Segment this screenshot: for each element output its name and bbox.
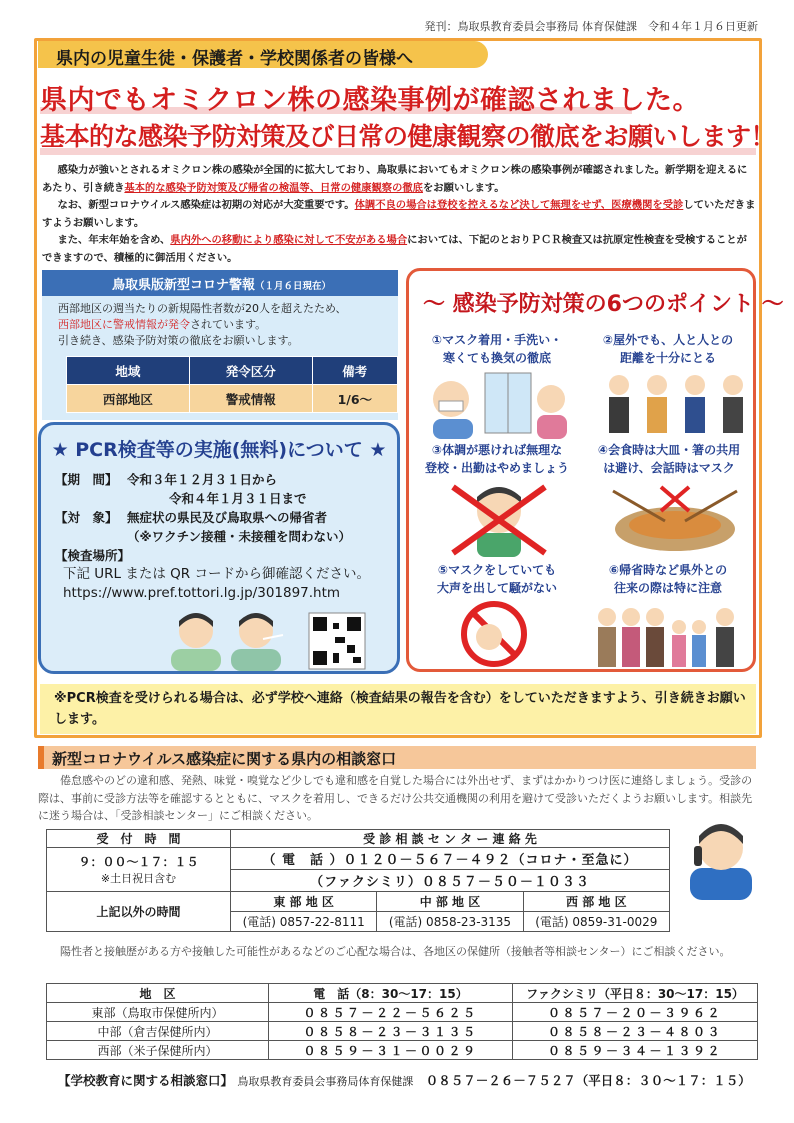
pcr-title: ★ PCR検査等の実施(無料)について ★ xyxy=(51,439,387,461)
alert-body: 西部地区の週当たりの新規陽性者数が20人を超えたため、 西部地区に警戒情報が発令されています。 引き続き、感染予防対策の徹底をお願いします。 xyxy=(58,302,347,347)
phone-operator-illustration xyxy=(684,818,758,900)
intro-paragraph-3: また、年末年始を含め、県内外への移動により感染に対して不安がある場合においては、下記のとおりＰＣＲ検査又は抗原定性検査を受検することができますので、積極的に御活用ください。 xyxy=(42,234,747,264)
intro-paragraph-2: なお、新型コロナウイルス感染症は初期の対応が大変重要です。体調不良の場合は登校を控えるなど決して無理をせず、医療機関を受診していただきますようお願いします。 xyxy=(42,199,756,229)
alert-emphasis: 西部地区に警戒情報が発令 xyxy=(58,318,190,331)
region-west-phone: (電話) 0859-31-0029 xyxy=(523,912,669,932)
region-east: 東 部 地 区 xyxy=(231,892,377,912)
intro-emphasis-3: 県内外への移動により感染に対して不安がある場合 xyxy=(170,234,408,247)
intro-text xyxy=(42,162,756,268)
center-fax: （ファクシミリ）０８５７－５０－１０３３ xyxy=(231,870,670,892)
pcr-body: 【期 間】 令和３年１２月３１日から 令和４年１月３１日まで 【対 象】 無症状の県民及び鳥取県への帰省者 （※ワクチン接種・未接種を問わない） 【検査場所】 下記 URL または QR コードから御確認ください。 https://www.pref.tottori.lg.jp/301897.htm xyxy=(41,462,397,603)
region-central-phone: (電話) 0858-23-3135 xyxy=(377,912,523,932)
pcr-period-to: 令和４年１月３１日まで xyxy=(169,491,307,506)
reception-hours: ９：００〜１７：１５ ※土日祝日含む xyxy=(47,848,231,892)
school-consult-footer xyxy=(58,1071,758,1089)
no-loud-voice-illustration xyxy=(449,601,539,667)
footer-label: 【学校教育に関する相談窓口】 xyxy=(58,1073,234,1088)
pcr-place-desc: 下記 URL または QR コードから御確認ください。 xyxy=(63,566,370,582)
point-6: ⑥帰省時など県外との 往来の際は特に注意 xyxy=(608,563,728,595)
region-west: 西 部 地 区 xyxy=(523,892,669,912)
alert-cell-level: 警戒情報 xyxy=(189,385,312,413)
point-3: ③体調が悪ければ無理な 登校・出勤はやめましょう xyxy=(424,443,569,475)
alert-header-note: 備考 xyxy=(312,357,397,385)
consultation-center-table xyxy=(46,829,670,932)
alert-header-region: 地域 xyxy=(67,357,190,385)
footer-phone: ０８５７－２６－７５２７（平日８：３０〜１７：１５） xyxy=(425,1073,751,1088)
distance-illustration xyxy=(599,369,749,439)
alert-cell-region: 西部地区 xyxy=(67,385,190,413)
table-row: 東部（鳥取市保健所内） ０８５７－２２－５６２５ ０８５７－２０－３９６２ xyxy=(47,1003,758,1022)
pcr-target: 無症状の県民及び鳥取県への帰省者 xyxy=(127,510,328,525)
center-header: 受 診 相 談 セ ン タ ー 連 絡 先 xyxy=(231,830,670,848)
shared-plate-illustration xyxy=(605,481,745,557)
hc-header-region: 地 区 xyxy=(47,984,269,1003)
health-center-table xyxy=(46,983,758,1060)
intro-emphasis-1: 基本的な感染予防対策及び帰省の検温等、日常の健康観察の徹底 xyxy=(124,181,423,194)
footer-org: 鳥取県教育委員会事務局体育保健課 xyxy=(237,1075,414,1088)
pcr-illustration xyxy=(171,609,371,671)
points-title: ～ 感染予防対策の6つのポイント ～ xyxy=(423,292,784,317)
point-4: ④会食時は大皿・箸の共用 は避け、会話時はマスク xyxy=(597,443,741,475)
pcr-url-link[interactable]: https://www.pref.tottori.lg.jp/301897.htm xyxy=(63,585,341,601)
unwell-student-illustration xyxy=(439,481,559,557)
swab-person-icon xyxy=(231,613,283,671)
publisher-line: 発刊：鳥取県教育委員会事務局 体育保健課 令和４年１月６日更新 xyxy=(424,20,758,33)
mask-ventilation-illustration xyxy=(423,369,573,439)
point-1: ①マスク着用・手洗い・ 寒くても換気の徹底 xyxy=(431,333,563,365)
point-5: ⑤マスクをしていても 大声を出して騒がない xyxy=(436,563,557,595)
pcr-period-from: 令和３年１２月３１日から xyxy=(127,472,278,487)
alert-header-level: 発令区分 xyxy=(189,357,312,385)
table-row: 中部（倉吉保健所内） ０８５８－２３－３１３５ ０８５８－２３－４８０３ xyxy=(47,1022,758,1041)
headline-omicron: 県内でもオミクロン株の感染事例が確認されました。 xyxy=(40,78,632,114)
headline-prevention: 基本的な感染予防対策及び日常の健康観察の徹底をお願いします！ xyxy=(40,117,756,155)
alert-cell-note: 1/6〜 xyxy=(312,385,397,413)
other-hours: 上記以外の時間 xyxy=(47,892,231,932)
intro-paragraph-1: 感染力が強いとされるオミクロン株の感染が全国的に拡大しており、鳥取県においてもオミクロン株の感染事例が確認されました。新学期を迎えるにあたり、引き続き基本的な感染予防対策及び帰省の検温等、日常の健康観察の徹底をお願いします。 xyxy=(42,164,748,194)
region-central: 中 部 地 区 xyxy=(377,892,523,912)
pcr-info-box xyxy=(38,422,400,674)
corona-alert-box xyxy=(42,270,398,420)
intro-emphasis-2: 体調不良の場合は登校を控えるなど決して無理をせず、医療機関を受診 xyxy=(354,199,684,212)
table-row: 西部（米子保健所内） ０８５９－３１－００２９ ０８５９－３４－１３９２ xyxy=(47,1041,758,1060)
pcr-target-note: （※ワクチン接種・未接種を問わない） xyxy=(127,529,352,544)
hours-note: ※土日祝日含む xyxy=(100,872,177,885)
point-2: ②屋外でも、人と人との 距離を十分にとる xyxy=(602,333,734,365)
hc-header-phone: 電 話（8：30〜17：15） xyxy=(269,984,513,1003)
pcr-place-label: 【検査場所】 xyxy=(55,548,131,563)
travel-family-illustration xyxy=(593,603,743,667)
alert-title: 鳥取県版新型コロナ警報（１月６日現在） xyxy=(42,270,398,296)
reception-header: 受 付 時 間 xyxy=(47,830,231,848)
pcr-notice: ※PCR検査を受けられる場合は、必ず学校へ連絡（検査結果の報告を含む）をしていただきますよう、引き続きお願いします。 xyxy=(40,684,756,734)
six-points-box xyxy=(406,268,784,672)
center-phone: （ 電 話 ）０１２０－５６７－４９２（コロナ・至急に） xyxy=(231,848,670,870)
hc-header-fax: ファクシミリ（平日８：30〜17：15） xyxy=(513,984,758,1003)
region-east-phone: (電話) 0857-22-8111 xyxy=(231,912,377,932)
consult-text: 倦怠感やのどの違和感、発熱、味覚・嗅覚など少しでも違和感を自覚した場合には外出せず、まずはかかりつけ医に連絡しましょう。受診の際は、事前に受診方法等を確認するとともに、マスクを着用し、できるだけ公共交通機関の利用を避けて受診いただくようお願いします。相談先に迷う場合は、「受診相談センター」にご相談ください。 xyxy=(38,774,753,822)
alert-table xyxy=(66,356,398,413)
qr-code-icon[interactable] xyxy=(309,613,365,669)
person-icon xyxy=(171,613,221,671)
health-center-note: 陽性者と接触歴がある方や接触した可能性があるなどのご心配な場合は、各地区の保健所（接触者等相談センター）にご相談ください。 xyxy=(60,945,731,958)
alert-date: （１月６日現在） xyxy=(255,281,332,292)
audience-banner: 県内の児童生徒・保護者・学校関係者の皆様へ xyxy=(38,41,488,68)
consult-section-title: 新型コロナウイルス感染症に関する県内の相談窓口 xyxy=(38,746,756,769)
